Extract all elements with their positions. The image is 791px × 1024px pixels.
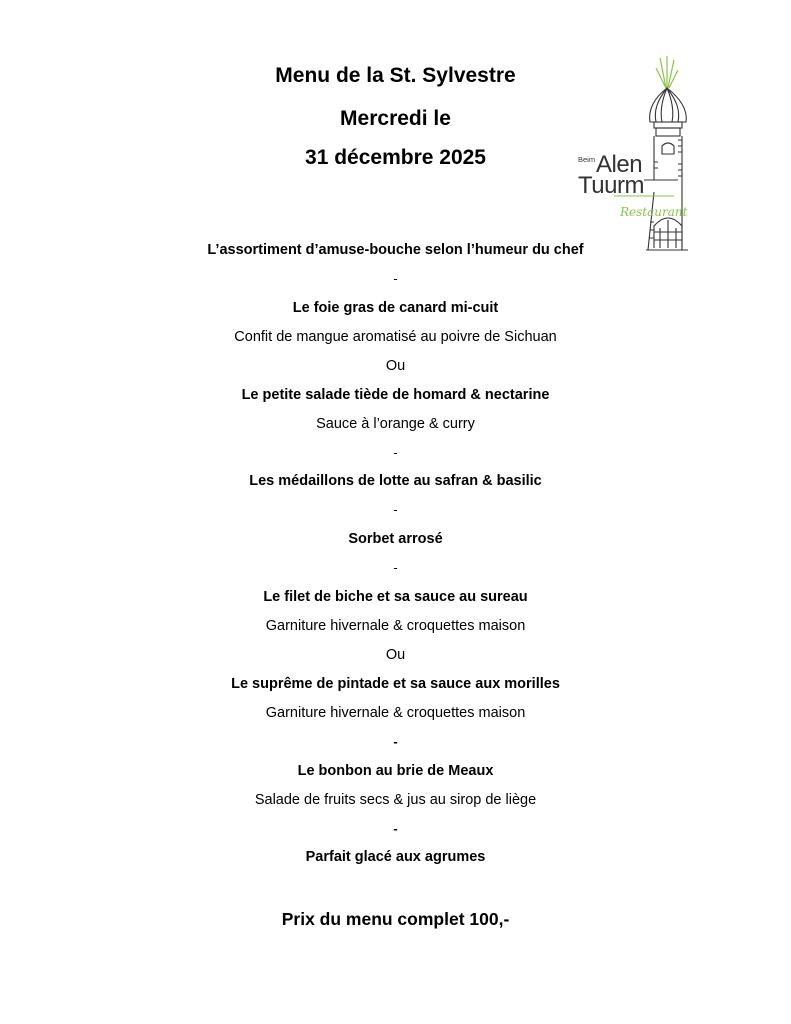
- menu-date-weekday: Mercredi le: [340, 107, 451, 130]
- menu-item: Parfait glacé aux agrumes: [305, 849, 486, 865]
- restaurant-logo: [574, 54, 704, 266]
- menu-title: Menu de la St. Sylvestre: [275, 64, 516, 87]
- logo-subtitle: Restaurant: [620, 205, 688, 219]
- menu-item: Ou: [385, 358, 406, 374]
- menu-item: Le foie gras de canard mi-cuit: [292, 300, 499, 316]
- menu-separator: -: [393, 821, 398, 836]
- logo-word-tuurm: Tuurm: [578, 172, 644, 199]
- menu-item: Salade de fruits secs & jus au sirop de liège: [254, 792, 537, 808]
- menu-separator: -: [393, 445, 398, 460]
- menu-price: Prix du menu complet 100,-: [281, 909, 510, 929]
- menu-item: Ou: [385, 647, 406, 663]
- menu-item: Sorbet arrosé: [348, 531, 443, 547]
- logo-small-text: Beim: [578, 155, 596, 164]
- menu-item: Sauce à l’orange & curry: [316, 416, 475, 432]
- menu-separator: -: [393, 502, 398, 517]
- menu-item: Le bonbon au brie de Meaux: [297, 763, 494, 779]
- menu-separator: -: [393, 271, 398, 286]
- menu-item: Garniture hivernale & croquettes maison: [265, 618, 526, 634]
- menu-item: Le petite salade tiède de homard & nectarine: [241, 387, 550, 403]
- menu-item: Le suprême de pintade et sa sauce aux morilles: [231, 676, 560, 692]
- menu-date: 31 décembre 2025: [305, 146, 486, 169]
- menu-separator: -: [393, 734, 398, 749]
- menu-item: Les médaillons de lotte au safran & basilic: [249, 473, 542, 489]
- menu-item: L’assortiment d’amuse-bouche selon l’humeur du chef: [207, 242, 584, 258]
- menu-item: Confit de mangue aromatisé au poivre de Sichuan: [234, 329, 557, 345]
- menu-item: Le filet de biche et sa sauce au sureau: [263, 589, 528, 605]
- menu-separator: -: [393, 560, 398, 575]
- logo-word-alen: Alen: [596, 151, 643, 178]
- menu-item: Garniture hivernale & croquettes maison: [265, 705, 526, 721]
- tower-logo-icon: [574, 54, 704, 266]
